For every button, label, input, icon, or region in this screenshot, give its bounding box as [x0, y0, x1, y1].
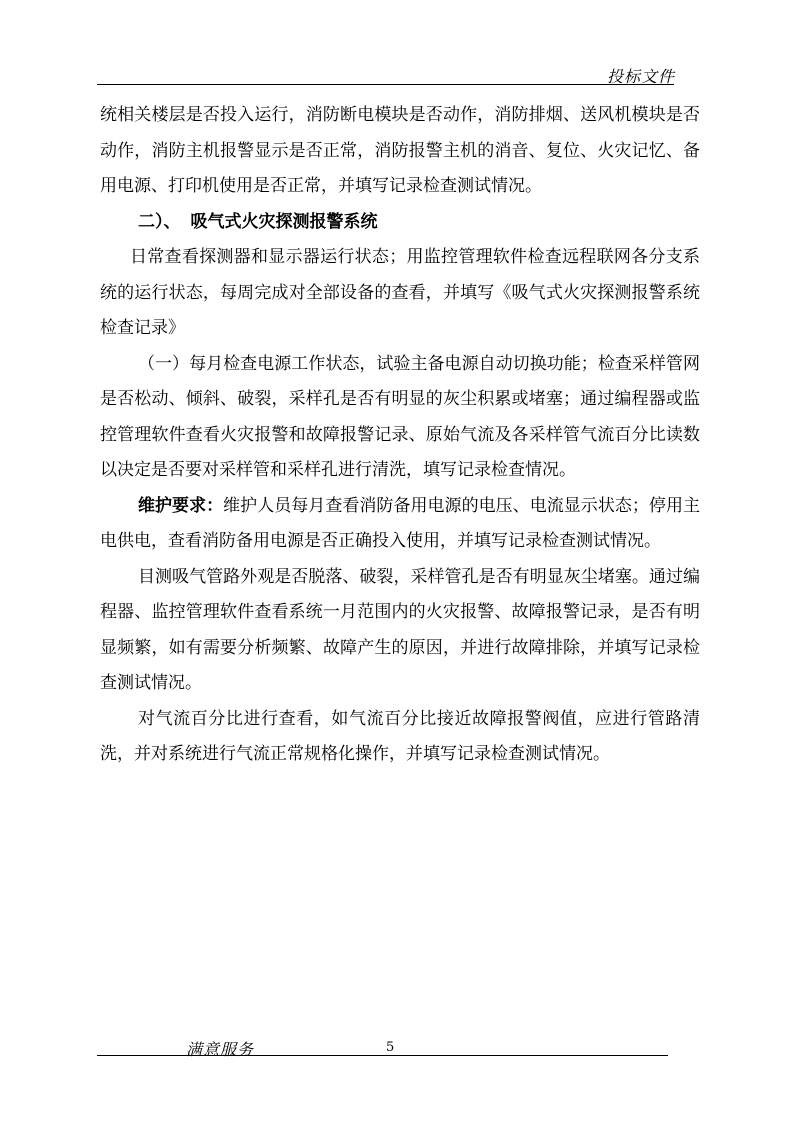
header-divider [97, 84, 674, 85]
maintenance-requirements-text: 维护人员每月查看消防备用电源的电压、电流显示状态；停用主电供电，查看消防备用电源是否正确投入使用，并填写记录检查测试情况。 [100, 495, 700, 551]
page-number: 5 [386, 1040, 395, 1055]
section-heading [100, 205, 700, 241]
section-heading-number: 二）、 [138, 211, 181, 232]
footer-divider [97, 1055, 668, 1056]
section-heading-title: 吸气式火灾探测报警系统 [190, 211, 378, 232]
footer-label: 满意服务 [186, 1040, 255, 1059]
maintenance-requirements-label: 维护要求： [138, 495, 224, 516]
paragraph-monthly-check: （一）每月检查电源工作状态，试验主备电源自动切换功能；检查采样管网是否松动、倾斜、破裂，采样孔是否有明显的灰尘积累或堵塞；通过编程器或监控管理软件查看火灾报警和故障报警记录、原始气流及各采样管气流百分比读数以决定是否要对采样管和采样孔进行清洗，填写记录检查情况。 [100, 353, 700, 480]
paragraph-pipe-inspection: 目测吸气管路外观是否脱落、破裂，采样管孔是否有明显灰尘堵塞。通过编程器、监控管理软件查看系统一月范围内的火灾报警、故障报警记录，是否有明显频繁，如有需要分析频繁、故障产生的原因，并进行故障排除，并填写记录检查测试情况。 [100, 566, 700, 693]
paragraph-maintenance-requirements [100, 489, 700, 560]
header-title: 投标文件 [606, 67, 675, 86]
paragraph-daily-check: 日常查看探测器和显示器运行状态；用监控管理软件检查远程联网各分支系统的运行状态，每周完成对全部设备的查看，并填写《吸气式火灾探测报警系统检查记录》 [100, 247, 700, 338]
paragraph-continuation: 统相关楼层是否投入运行，消防断电模块是否动作，消防排烟、送风机模块是否动作，消防主机报警显示是否正常，消防报警主机的消音、复位、火灾记忆、备用电源、打印机使用是否正常，并填写记录检查测试情况。 [100, 105, 700, 196]
document-body [100, 98, 700, 773]
paragraph-airflow-check: 对气流百分比进行查看，如气流百分比接近故障报警阀值，应进行管路清洗，并对系统进行气流正常规格化操作，并填写记录检查测试情况。 [100, 708, 700, 764]
